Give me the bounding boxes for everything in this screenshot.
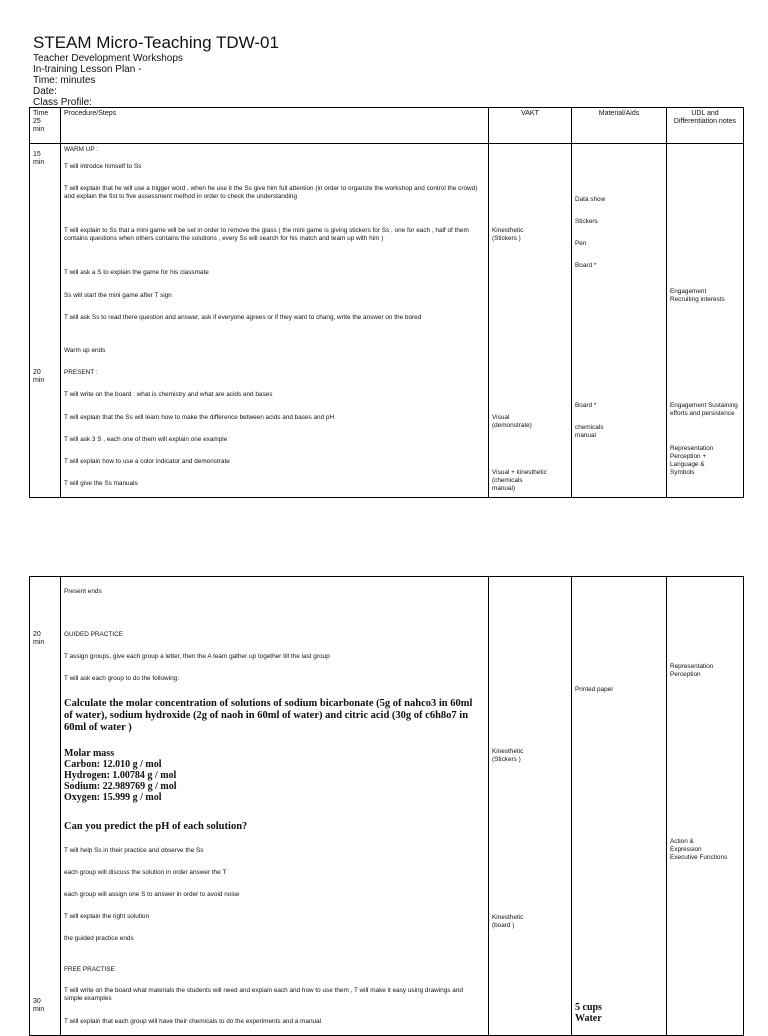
proc-step: T will write on the board what materials the students will need and explain each and how to use them , T will make it easy using drawings and simple examples [64,987,463,1002]
proc-warmup-heading: WARM UP : [64,146,99,153]
proc-step: T will ask Ss to read there question and answer, ask if everyone agrees or if they want to chang, write the answer on the bored [64,314,422,321]
proc-step: Ss will start the mini game after T sign [64,292,172,299]
header-date: Date: [33,86,57,97]
header-time-text: Time 25 min [33,110,49,133]
proc-molar-mass-carbon: Carbon: 12.010 g / mol [64,759,162,770]
proc-step: T will introdce himself to Ss [64,163,142,170]
header-time-cell [30,108,61,144]
time-present: 20 min [33,369,45,384]
material-entry: Stickers [575,218,598,225]
header-udl-text: UDL and Differentiation notes [673,110,737,125]
material-entry: chemicals manual [575,424,604,439]
lesson-plan-table-2 [29,576,744,1036]
udl-entry: Engagement Recruiting interests [670,288,725,303]
proc-step: Present ends [64,588,102,595]
material-cell [572,144,667,498]
vakt-cell [489,577,572,1036]
udl-entry: Action & Expression Executive Functions [670,838,728,861]
proc-step: T assign groups, give each group a letter, then the A team gather up together till the last group [64,653,330,660]
proc-step: Warm up ends [64,347,106,354]
procedure-cell [61,577,489,1036]
proc-molar-mass-label: Molar mass [64,748,115,759]
header-procedure-text: Procedure/Steps [64,110,117,117]
udl-entry: Representation Perception + Language & Symbols [670,445,714,476]
proc-step: T will ask each group to do the following: [64,675,179,682]
proc-step: T will write on the board : what is chemistry and what are acids and bases [64,391,273,398]
proc-step: each group will assign one S to answer in order to avoid noise [64,891,240,898]
proc-step: T will explain the right solution [64,913,150,920]
vakt-entry: Visual + kinesthetic (chemicals manual) [492,469,547,492]
header-subtitle: Teacher Development Workshops [33,53,183,64]
proc-molar-mass-hydrogen: Hydrogen: 1.00784 g / mol [64,770,177,781]
vakt-entry: Visual (demonstrate) [492,414,532,429]
material-entry: Board * [575,402,597,409]
material-entry: Printed paper [575,686,614,693]
proc-step: the guided practice ends [64,935,134,942]
udl-entry: Representation Perception [670,663,714,678]
proc-step: T will explain that each group will have their chemicals to do the experiments and a manual [64,1018,322,1025]
header-material-text: Material/Aids [598,110,640,117]
document-header [33,33,279,108]
proc-step: T will explain how to use a color indicator and demonstrate [64,458,230,465]
proc-molar-mass-oxygen: Oxygen: 15.999 g / mol [64,792,162,803]
procedure-cell [61,144,489,498]
header-plan-label: In-training Lesson Plan - [33,64,142,75]
proc-step: T will explain that he will use a trigger word , when he use it the Ss give him full attention (in order to organize the workshop and control the crowd) and explain the fist to five assessment method in order to check the understanding [64,185,478,200]
proc-molar-mass-sodium: Sodium: 22.989769 g / mol [64,781,177,792]
time-warmup: 15 min [33,151,45,166]
lesson-plan-table-1 [29,107,744,498]
header-vakt-cell [489,108,572,144]
udl-cell [667,144,744,498]
proc-guided-heading: GUIDED PRACTICE [64,631,123,638]
udl-entry: Engagement Sustaining efforts and persistence [670,402,738,417]
proc-step: T will help Ss in their practice and observe the Ss [64,847,204,854]
header-material-cell [572,108,667,144]
header-class-profile: Class Profile: [33,97,92,108]
material-entry: Data show [575,196,606,203]
proc-molar-task: Calculate the molar concentration of solutions of sodium bicarbonate (5g of nahco3 in 60ml of water), sodium hydroxide (2g of naoh in 60ml of water) and citric acid (30g of c6h8o7 in 60ml of water ) [64,698,473,733]
udl-cell [667,577,744,1036]
material-entry: 5 cups Water [575,1002,602,1024]
vakt-entry: Kinesthetic (board ) [492,914,524,929]
proc-step: T will ask 3 S , each one of them will explain one example [64,436,228,443]
proc-predict-question: Can you predict the pH of each solution? [64,821,248,832]
time-free: 30 min [33,998,45,1013]
proc-step: each group will discuss the solution in order answer the T [64,869,227,876]
time-cell [30,577,61,1036]
header-procedure-cell [61,108,489,144]
material-cell [572,577,667,1036]
vakt-entry: Kinesthetic (Stickers ) [492,227,524,242]
proc-step: T will explain that the Ss will learn how to make the difference between acids and bases and pH [64,414,335,421]
proc-free-heading: FREE PRACTISE [64,966,115,973]
header-udl-cell [667,108,744,144]
header-vakt-text: VAKT [521,110,539,117]
material-entry: Pen [575,240,587,247]
vakt-entry: Kinesthetic (Stickers ) [492,748,524,763]
header-time: Time: minutes [33,75,96,86]
proc-step: T will explain to Ss that a mini game will be set in order to remove the glass ( the mini game is giving stickers for Ss , one for each , half of them contains questions when others contains the solutions , every Ss will search for his match and team up with him ) [64,227,469,242]
time-guided: 20 min [33,631,45,646]
proc-step: T will give the Ss manuals [64,480,138,487]
document-title: STEAM Micro-Teaching TDW-01 [33,33,279,52]
time-cell [30,144,61,498]
material-entry: Board * [575,262,597,269]
vakt-cell [489,144,572,498]
proc-present-heading: PRESENT : [64,369,98,376]
proc-step: T will ask a S to explain the game for his classmate [64,269,209,276]
